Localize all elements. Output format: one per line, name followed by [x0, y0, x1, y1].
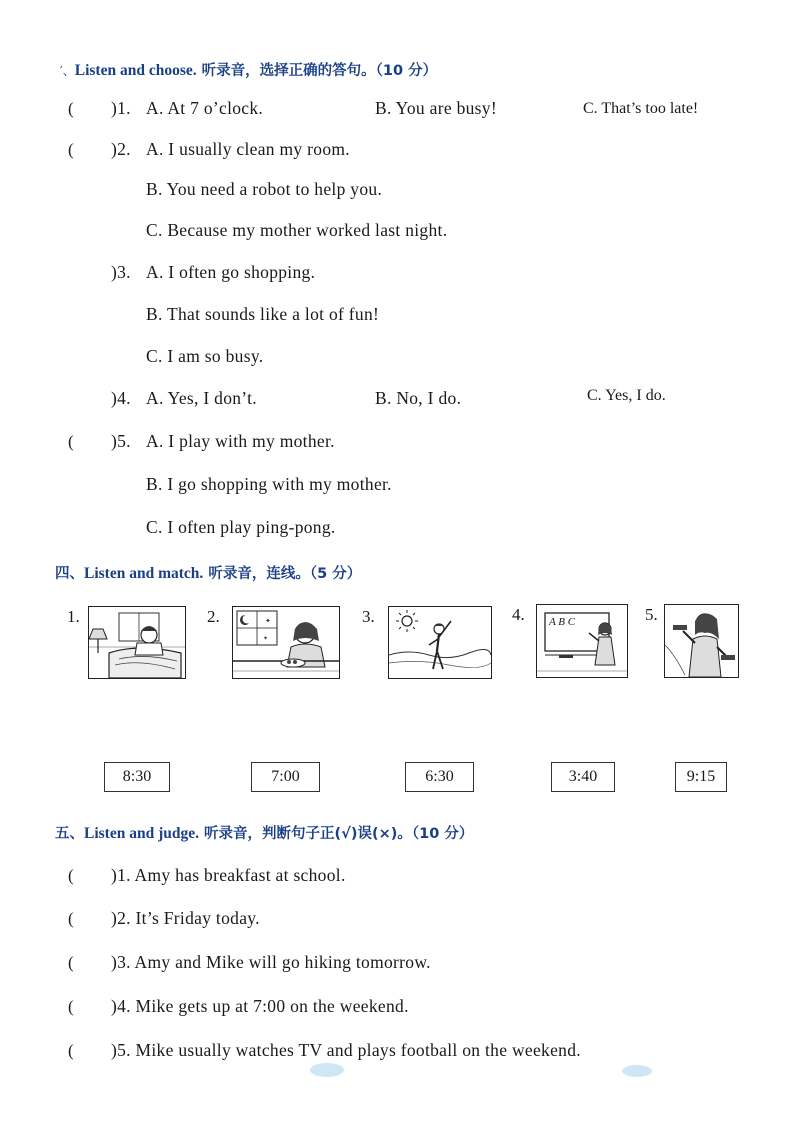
judge-statement: )5. Mike usually watches TV and plays football on the weekend. [111, 1040, 581, 1060]
judge-statement: )2. It’s Friday today. [111, 908, 260, 928]
option-c: C. That’s too late! [583, 100, 699, 117]
section4-title-cn: 听录音，连线。（5 分） [203, 566, 362, 582]
bedroom-illustration [89, 607, 185, 678]
picture-weightlifting[interactable] [664, 604, 739, 678]
section4-prefix: 四、 [55, 566, 84, 582]
picture-dinner-night[interactable] [232, 606, 340, 679]
judge-statement: )4. Mike gets up at 7:00 on the weekend. [111, 996, 409, 1016]
option-a: A. I play with my mother. [146, 431, 335, 451]
section5-prefix: 五、 [55, 826, 84, 842]
decorative-cloud [310, 1063, 344, 1077]
picture-number: 3. [362, 607, 375, 626]
picture-classroom[interactable] [536, 604, 628, 678]
option-c: C. Because my mother worked last night. [146, 220, 448, 240]
answer-paren[interactable]: ( [68, 997, 74, 1016]
picture-number: 2. [207, 607, 220, 626]
picture-number: 1. [67, 607, 80, 626]
option-c: C. I am so busy. [146, 346, 264, 366]
time-box[interactable]: 6:30 [405, 762, 474, 792]
time-box[interactable]: 7:00 [251, 762, 320, 792]
weightlifting-illustration [665, 605, 738, 677]
question-number: )1. [111, 98, 131, 118]
picture-number: 4. [512, 605, 525, 624]
question-number: )5. [111, 431, 131, 451]
option-b: B. I go shopping with my mother. [146, 474, 392, 494]
picture-number: 5. [645, 605, 658, 624]
option-b: B. That sounds like a lot of fun! [146, 304, 380, 324]
section3-heading [60, 59, 437, 80]
time-box[interactable]: 9:15 [675, 762, 727, 792]
option-a: A. At 7 o’clock. [146, 98, 264, 118]
time-box[interactable]: 3:40 [551, 762, 615, 792]
picture-morning-exercise[interactable] [388, 606, 492, 679]
judge-statement: )1. Amy has breakfast at school. [111, 865, 346, 885]
decorative-cloud [622, 1065, 652, 1077]
section5-heading [55, 822, 473, 843]
svg-text:✦: ✦ [263, 636, 269, 642]
exercise-illustration [389, 607, 491, 678]
answer-paren[interactable]: ( [68, 909, 74, 928]
section3-title-en: Listen and choose. [74, 62, 197, 79]
dinner-illustration [233, 607, 339, 678]
option-b: B. No, I do. [375, 388, 462, 408]
option-a: A. I usually clean my room. [146, 139, 350, 159]
answer-paren[interactable]: ( [68, 99, 74, 118]
question-number: )3. [111, 262, 131, 282]
answer-paren[interactable]: ( [68, 866, 74, 885]
blackboard-text: A B C [549, 616, 576, 628]
section4-title-en: Listen and match. [84, 565, 204, 582]
section3-title-cn: 听录音，选择正确的答句。（10 分） [196, 63, 438, 79]
section5-title-cn: 听录音，判断句子正(√)误(×)。（10 分） [199, 826, 474, 842]
answer-paren[interactable]: ( [68, 140, 74, 159]
option-c: C. I often play ping-pong. [146, 517, 336, 537]
option-c: C. Yes, I do. [587, 387, 666, 404]
option-b: B. You are busy! [375, 98, 497, 118]
section5-title-en: Listen and judge. [84, 825, 199, 842]
answer-paren[interactable]: ( [68, 1041, 74, 1060]
answer-paren[interactable]: ( [68, 432, 74, 451]
option-a: A. Yes, I don’t. [146, 388, 257, 408]
judge-statement: )3. Amy and Mike will go hiking tomorrow. [111, 952, 431, 972]
option-b: B. You need a robot to help you. [146, 179, 383, 199]
picture-bedroom[interactable] [88, 606, 186, 679]
section3-prefix: ′、 [60, 64, 75, 78]
svg-text:✦: ✦ [265, 617, 271, 625]
answer-paren[interactable]: ( [68, 953, 74, 972]
section4-heading [55, 562, 361, 583]
question-number: )4. [111, 388, 131, 408]
question-number: )2. [111, 139, 131, 159]
time-box[interactable]: 8:30 [104, 762, 170, 792]
option-a: A. I often go shopping. [146, 262, 316, 282]
